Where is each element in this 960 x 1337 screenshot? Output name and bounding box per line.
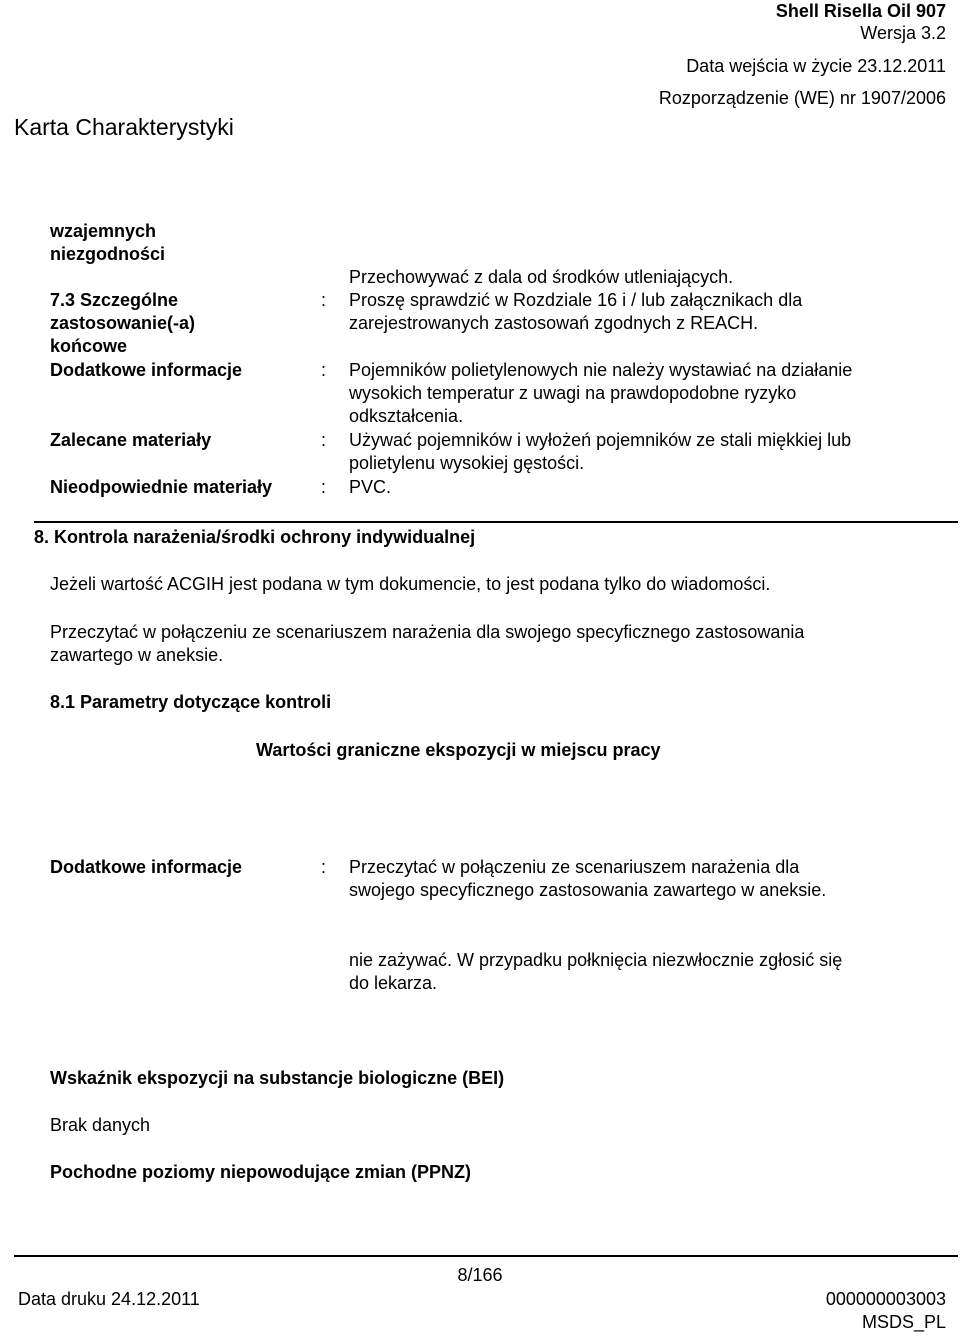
footer-divider xyxy=(14,1255,958,1257)
unsuitable-label: Nieodpowiednie materiały xyxy=(50,477,273,497)
s8-add-info-label: Dodatkowe informacje xyxy=(50,857,243,877)
add-info-value-2: wysokich temperatur z uwagi na prawdopodobne ryzyko xyxy=(349,383,797,403)
recommended-label: Zalecane materiały xyxy=(50,430,212,450)
incompat-label-1: wzajemnych xyxy=(50,221,157,241)
version: Wersja 3.2 xyxy=(860,23,946,43)
s8-add-info-value-2: swojego specyficznego zastosowania zawartego w aneksie. xyxy=(349,880,827,900)
recommended-value-1: Używać pojemników i wyłożeń pojemników ze stali miękkiej lub xyxy=(349,430,852,450)
end-use-value-2: zarejestrowanych zastosowań zgodnych z REACH. xyxy=(349,313,759,333)
unsuitable-colon: : xyxy=(321,477,327,497)
dnel-heading: Pochodne poziomy niepowodujące zmian (PPNZ) xyxy=(50,1162,472,1182)
effective-date: Data wejścia w życie 23.12.2011 xyxy=(686,56,946,76)
section-divider xyxy=(34,521,958,523)
section8-para1: Jeżeli wartość ACGIH jest podana w tym dokumencie, to jest podana tylko do wiadomości. xyxy=(50,574,771,594)
regulation: Rozporządzenie (WE) nr 1907/2006 xyxy=(658,88,946,108)
product-name: Shell Risella Oil 907 xyxy=(775,1,946,21)
end-use-label-2: zastosowanie(-a) xyxy=(50,313,196,333)
bei-value: Brak danych xyxy=(50,1115,151,1135)
add-info-value-1: Pojemników polietylenowych nie należy wystawiać na działanie xyxy=(349,360,853,380)
end-use-colon: : xyxy=(321,290,327,310)
add-info-colon: : xyxy=(321,360,327,380)
s8-add-info-colon: : xyxy=(321,857,327,877)
section8-para2-line2: zawartego w aneksie. xyxy=(50,645,224,665)
print-date: Data druku 24.12.2011 xyxy=(18,1289,200,1309)
subsection-8-1-title: 8.1 Parametry dotyczące kontroli xyxy=(50,692,332,712)
page-number: 8/166 xyxy=(457,1265,503,1285)
doc-number: 000000003003 xyxy=(825,1289,946,1309)
end-use-label-3: końcowe xyxy=(50,336,128,356)
end-use-label-1: 7.3 Szczególne xyxy=(50,290,179,310)
add-info-value-3: odkształcenia. xyxy=(349,406,464,426)
oel-heading: Wartości graniczne ekspozycji w miejscu pracy xyxy=(256,740,661,760)
section8-title: 8. Kontrola narażenia/środki ochrony indywidualnej xyxy=(34,527,476,547)
s8-note-line2: do lekarza. xyxy=(349,973,438,993)
s8-note-line1: nie zażywać. W przypadku połknięcia niezwłocznie zgłosić się xyxy=(349,950,843,970)
section8-para2-line1: Przeczytać w połączeniu ze scenariuszem narażenia dla swojego specyficznego zastosowania xyxy=(50,622,805,642)
doc-title: Karta Charakterystyki xyxy=(14,114,234,140)
recommended-value-2: polietylenu wysokiej gęstości. xyxy=(349,453,585,473)
unsuitable-value: PVC. xyxy=(349,477,392,497)
recommended-colon: : xyxy=(321,430,327,450)
doc-code: MSDS_PL xyxy=(861,1312,946,1332)
end-use-value-1: Proszę sprawdzić w Rozdziale 16 i / lub załącznikach dla xyxy=(349,290,803,310)
s8-add-info-value-1: Przeczytać w połączeniu ze scenariuszem narażenia dla xyxy=(349,857,800,877)
incompat-value: Przechowywać z dala od środków utleniających. xyxy=(349,267,734,287)
incompat-label-2: niezgodności xyxy=(50,244,166,264)
bei-heading: Wskaźnik ekspozycji na substancje biologiczne (BEI) xyxy=(50,1068,505,1088)
add-info-label: Dodatkowe informacje xyxy=(50,360,243,380)
